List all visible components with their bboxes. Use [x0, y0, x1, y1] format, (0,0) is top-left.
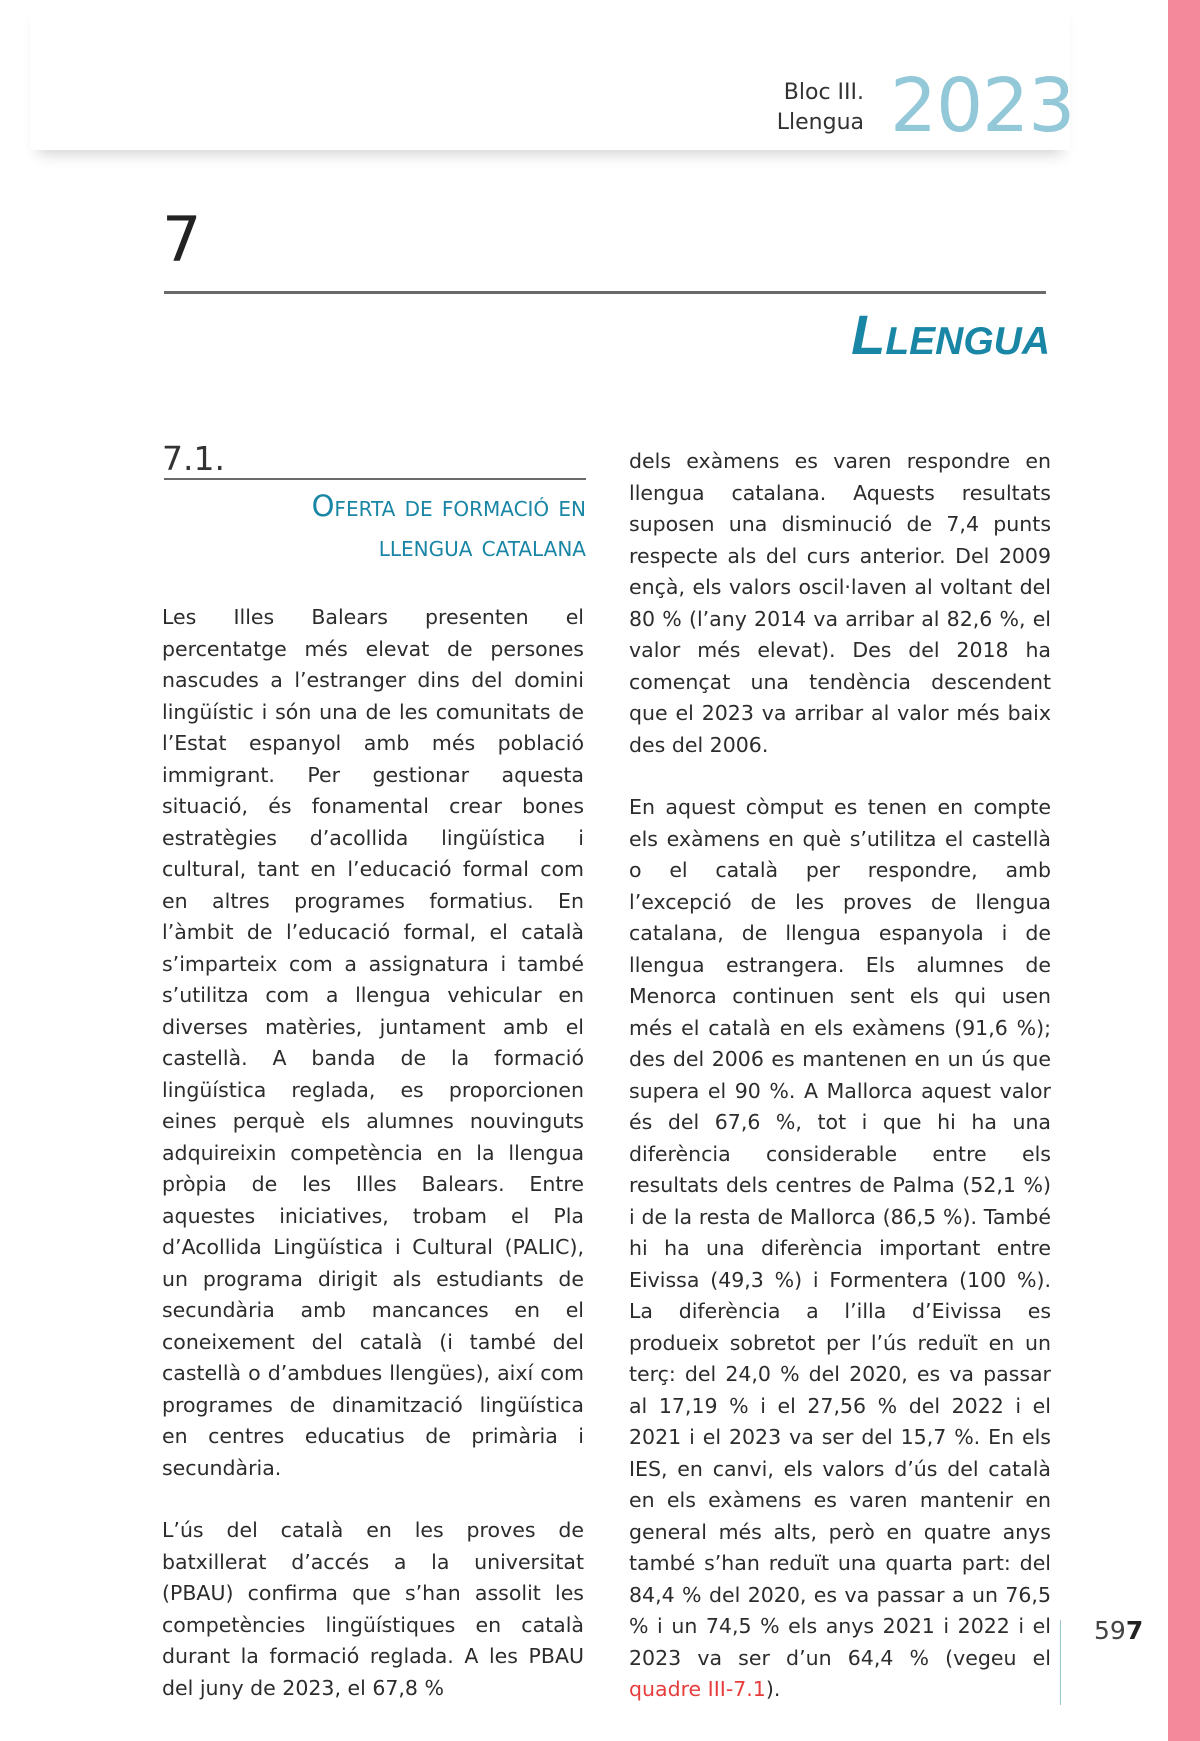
bloc-label [760, 78, 864, 138]
side-color-strip [1168, 0, 1200, 1741]
page-number-last-digit: 7 [1125, 1616, 1144, 1645]
section-divider [164, 478, 586, 480]
section-title-line-1: Oferta de formació en [311, 489, 586, 523]
page-number-prefix: 59 [1094, 1616, 1126, 1645]
page-number-divider [1060, 1620, 1061, 1705]
report-year: 2023 [890, 63, 1075, 149]
paragraph: dels exàmens es varen respondre en llengua catalana. Aquests resultats suposen una disminució de 7,4 punts respecte als del curs anterior. Del 2009 ençà, els valors oscil·laven al voltant del 80 % (l’any 2014 va arribar al 82,6 %, el valor més elevat). Des del 2018 ha començat una tendència descendent que el 2023 va arribar al valor més baix des del 2006. [629, 449, 1051, 757]
section-number: 7.1. [162, 439, 225, 478]
chapter-divider [164, 291, 1046, 294]
chapter-number: 7 [162, 203, 202, 276]
paragraph-text-end: ). [765, 1677, 781, 1701]
page-number [1094, 1614, 1143, 1648]
paragraph-text: En aquest còmput es tenen en compte els exàmens en què s’utilitza el castellà o el català per respondre, amb l’excepció de les proves de llengua catalana, de llengua espanyola i de llengua estrangera. Els alumnes de Menorca continuen sent els qui usen més el català en els exàmens (91,6 %); des del 2006 es mantenen en un ús que supera el 90 %. A Mallorca aquest valor és del 67,6 %, tot i que hi ha una diferència considerable entre els resultats dels centres de Palma (52,1 %) i de la resta de Mallorca (86,5 %). També hi ha una diferència important entre Eivissa (49,3 %) i Formentera (100 %). La diferència a l’illa d’Eivissa es produeix sobretot per l’ús reduït en un terç: del 24,0 % del 2020, es va passar al 17,19 % i el 27,56 % del 2022 i el 2021 i el 2023 va ser del 15,7 %. En els IES, en canvi, els valors d’ús del català en els exàmens es varen mantenir en general més alts, però en quatre anys també s’han reduït una quarta part: del 84,4 % del 2020, es va passar a un 76,5 % i un 74,5 % els anys 2021 i 2022 i el 2023 va ser d’un 64,4 % (vegeu el [629, 795, 1051, 1670]
paragraph [629, 792, 1051, 1706]
table-reference-link[interactable]: quadre III-7.1 [629, 1677, 766, 1701]
paragraph: Les Illes Balears presenten el percentatge més elevat de persones nascudes a l’estranger dins del domini lingüístic i són una de les comunitats de l’Estat espanyol amb més població immigrant. Per gestionar aquesta situació, és fonamental crear bones estratègies d’acollida lingüística i cultural, tant en l’educació formal com en altres programes formatius. En l’àmbit de l’educació formal, el català s’imparteix com a assignatura i també s’utilitza com a llengua vehicular en diverses matèries, juntament amb el castellà. A banda de la formació lingüística reglada, es proporcionen eines perquè els alumnes nouvinguts adquireixin competència en la llengua pròpia de les Illes Balears. Entre aquestes iniciatives, trobam el Pla d’Acollida Lingüística i Cultural (PALIC), un programa dirigit als estudiants de secundària amb mancances en el coneixement del català (i també del castellà o d’ambdues llengües), així com programes de dinamització lingüística en centres educatius de primària i secundària. [162, 605, 584, 1480]
body-column-left [162, 602, 584, 1735]
section-title-line-2: llengua catalana [378, 529, 586, 563]
bloc-line-2: Llengua [776, 110, 864, 135]
section-title [164, 486, 586, 566]
bloc-line-1: Bloc III. [783, 80, 864, 105]
body-column-right [629, 446, 1051, 1737]
paragraph: L’ús del català en les proves de batxillerat d’accés a la universitat (PBAU) confirma que s’han assolit les competències lingüístiques en català durant la formació reglada. A les PBAU del juny de 2023, el 67,8 % [162, 1518, 584, 1700]
chapter-title: Llengua [851, 303, 1050, 366]
